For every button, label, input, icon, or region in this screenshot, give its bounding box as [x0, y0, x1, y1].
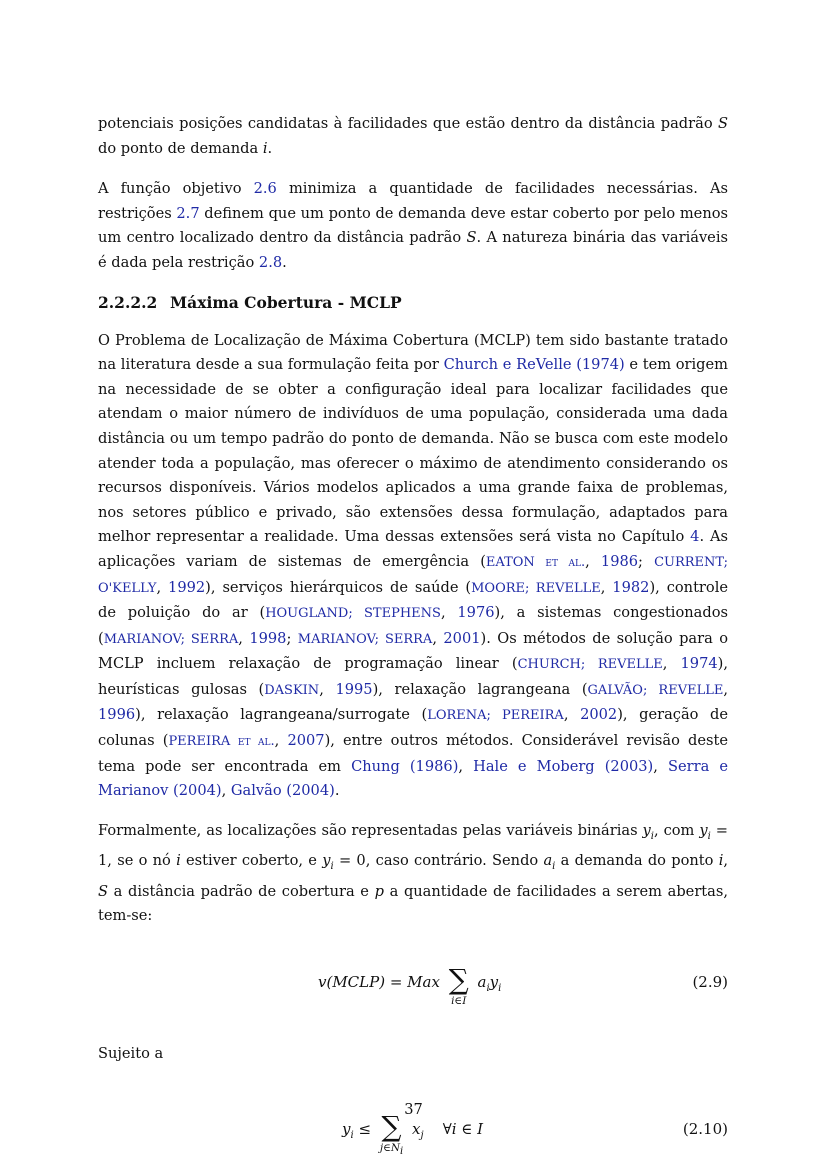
equation-lhs: v(MCLP) = Max [318, 973, 440, 992]
paragraph: O Problema de Localização de Máxima Cobertura (MCLP) tem sido bastante tratado na literatura desde a sua formulação feita por Church e ReVelle (1974) e tem origem na necessidade de se obter a configuração ideal para localizar facilidades que atendam o maior número de indivíduos de uma população, considerada uma dada distância ou um tempo padrão do ponto de demanda. Não se busca com este modelo atender toda a população, mas oferecer o máximo de atendimento considerando os recursos disponíveis. Vários modelos aplicados a uma grande faixa de problemas, nos setores público e privado, são extensões dessa formulação, adaptados para melhor representar a realidade. Uma dessas extensões será vista no Capítulo 4. As aplicações variam de sistemas de emergência (EATON et al., 1986; CURRENT; O'KELLY, 1992), serviços hierárquicos de saúde (MOORE; REVELLE, 1982), controle de poluição do ar (HOUGLAND; STEPHENS, 1976), a sistemas congestionados (MARIANOV; SERRA, 1998; MARIANOV; SERRA, 2001). Os métodos de solução para o MCLP incluem relaxação de programação linear (CHURCH; REVELLE, 1974), heurísticas gulosas (DASKIN, 1995), relaxação lagrangeana (GALVÃO; REVELLE, 1996), relaxação lagrangeana/surrogate (LORENA; PEREIRA, 2002), geração de colunas (PEREIRA et al., 2007), entre outros métodos. Considerável revisão deste tema pode ser encontrada em Chung (1986), Hale e Moberg (2003), Serra e Marianov (2004), Galvão (2004). [98, 331, 729, 800]
citation-year[interactable]: 1974 [680, 655, 718, 673]
paragraph: A função objetivo 2.6 minimiza a quantidade de facilidades necessárias. As restrições 2.7 definem que um ponto de demanda deve estar coberto por pelo menos um centro localizado dentro da distância padrão S. A natureza binária das variáveis é dada pela restrição 2.8. [98, 180, 729, 271]
citation-year[interactable]: 1982 [612, 578, 650, 596]
citation-link[interactable]: Galvão (2004) [230, 782, 335, 800]
equation-term: $a_iy_i$ [477, 973, 502, 995]
chapter-link[interactable]: 4 [690, 528, 700, 546]
section-heading: 2.2.2.2 Máxima Cobertura - MCLP [98, 292, 402, 312]
citation-link[interactable]: GALVÃO; REVELLE [587, 682, 724, 698]
citation-year[interactable]: 1976 [457, 604, 495, 622]
page-content [98, 112, 728, 1172]
citation-link[interactable]: DASKIN [264, 682, 320, 698]
citation-year[interactable]: 1995 [335, 680, 373, 698]
citation-link[interactable]: MARIANOV; SERRA [103, 631, 239, 647]
citation-year[interactable]: 1986 [600, 552, 639, 570]
citation-link[interactable]: HOUGLAND; STEPHENS [265, 606, 441, 622]
citation-year[interactable]: 1996 [98, 706, 136, 724]
citation-link[interactable]: LORENA; PEREIRA [427, 708, 564, 724]
equation-term: $x_j$ ∀i ∈ I [412, 1120, 484, 1142]
citation-link[interactable]: MARIANOV; SERRA [297, 631, 433, 647]
equation-2-10 [98, 1112, 728, 1172]
citation-link[interactable]: EATON et al. [485, 554, 586, 570]
citation-year[interactable]: 2002 [580, 706, 618, 724]
citation-link[interactable]: CURRENT; O'KELLY [98, 554, 729, 596]
sum-symbol: ∑ $j\in N_i$ [379, 1110, 404, 1158]
citation-link[interactable]: CHURCH; REVELLE [517, 657, 663, 673]
page-number: 37 [404, 1101, 423, 1118]
citation-link[interactable]: Chung (1986) [351, 757, 459, 775]
citation-link[interactable]: PEREIRA et al. [168, 734, 275, 750]
citation-year[interactable]: 1998 [249, 629, 287, 647]
citation-link[interactable]: MOORE; REVELLE [471, 580, 601, 596]
equation-ref-link[interactable]: 2.7 [176, 204, 200, 222]
equation-ref-link[interactable]: 2.6 [253, 180, 277, 198]
subject-to-label: Sujeito a [98, 1045, 164, 1063]
equation-2-9 [98, 965, 728, 1025]
equation-number: (2.10) [682, 1120, 728, 1139]
citation-link[interactable]: Serra e Marianov (2004) [98, 757, 728, 800]
citation-year[interactable]: 2007 [287, 732, 325, 750]
equation-ref-link[interactable]: 2.8 [258, 253, 283, 271]
paragraph: potenciais posições candidatas à facilidades que estão dentro da distância padrão S do ponto de demanda i. [98, 115, 728, 157]
citation-link[interactable]: Hale e Moberg (2003) [473, 757, 654, 775]
equation-lhs: $y_i$ ≤ [342, 1120, 372, 1142]
citation-year[interactable]: 1992 [168, 578, 206, 596]
equation-number: (2.9) [692, 973, 728, 992]
sum-symbol: ∑ i∈I [448, 963, 469, 1008]
citation-year[interactable]: 2001 [443, 629, 481, 647]
citation-link[interactable]: Church e ReVelle (1974) [443, 356, 625, 374]
paragraph: Formalmente, as localizações são representadas pelas variáveis binárias $y_i$, com $y_i = 1$, se o nó i estiver coberto, e $y_i = 0$, caso contrário. Sendo $a_i$ a demanda do ponto i, S a distância padrão de cobertura e p a quantidade de facilidades a serem abertas, tem-se: [98, 821, 728, 925]
